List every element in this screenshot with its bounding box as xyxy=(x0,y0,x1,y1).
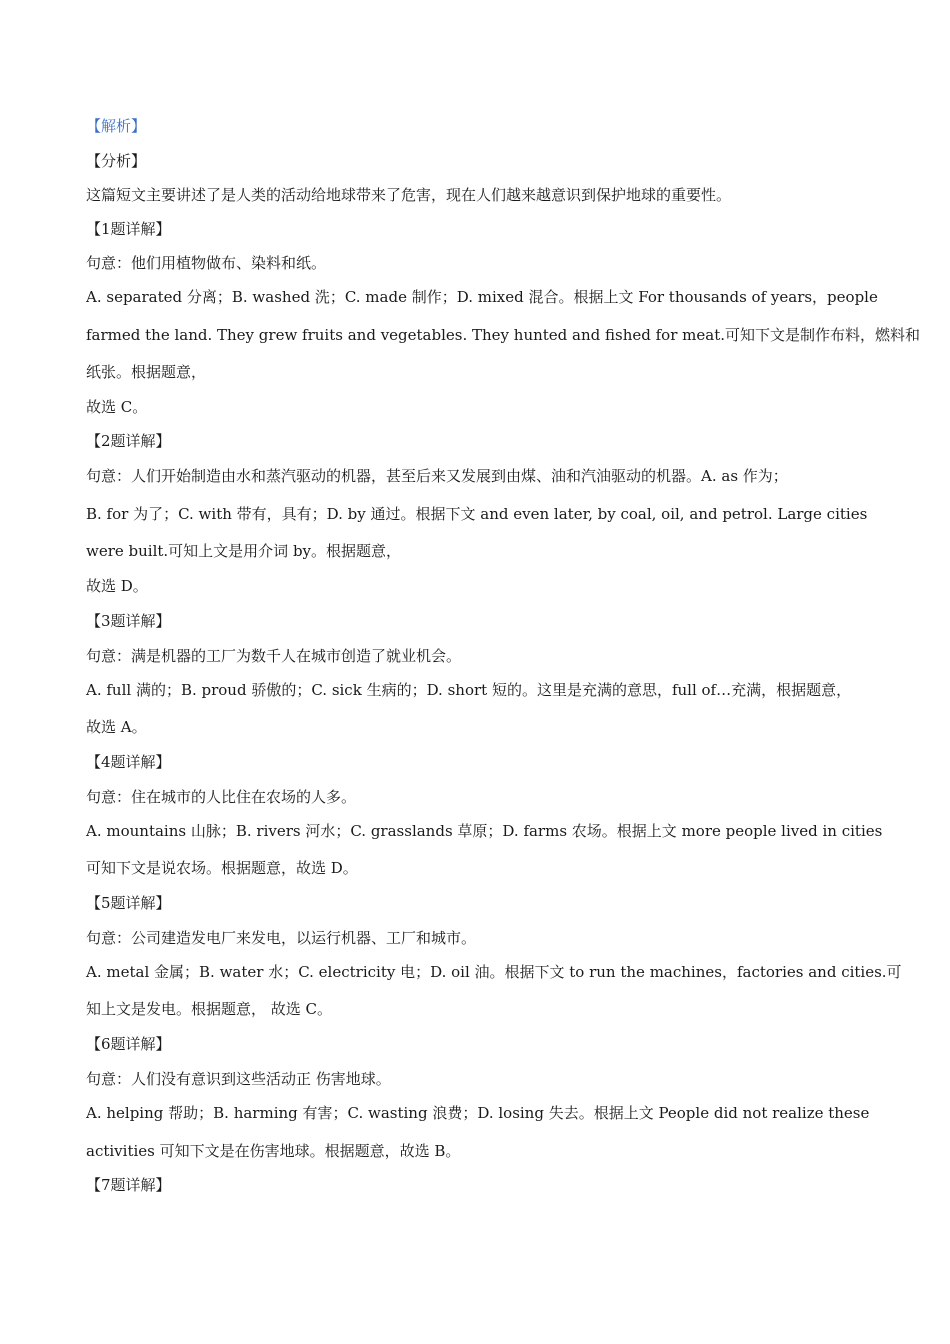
q1-answer: 故选 C。 xyxy=(86,398,148,416)
q2-label: 【2题详解】 xyxy=(86,432,171,450)
q3-label: 【3题详解】 xyxy=(86,612,171,630)
q3-sentence: 句意：满是机器的工厂为数千人在城市创造了就业机会。 xyxy=(86,647,462,665)
q6-label: 【6题详解】 xyxy=(86,1035,171,1053)
q3-answer: 故选 A。 xyxy=(86,718,147,736)
analysis-label: 【分析】 xyxy=(86,152,147,170)
q1-line1: A. separated 分离；B. washed 洗；C. made 制作；D. mixed 混合。根据上文 For thousands of years，people xyxy=(86,288,878,306)
q5-line2: 知上文是发电。根据题意， 故选 C。 xyxy=(86,1000,333,1018)
q4-sentence: 句意：住在城市的人比住在农场的人多。 xyxy=(86,788,357,806)
q1-sentence: 句意：他们用植物做布、染料和纸。 xyxy=(86,254,327,272)
q2-answer: 故选 D。 xyxy=(86,577,148,595)
q1-line3: 纸张。根据题意， xyxy=(86,363,207,381)
q3-line1: A. full 满的；B. proud 骄傲的；C. sick 生病的；D. short 短的。这里是充满的意思，full of…充满，根据题意， xyxy=(86,681,852,699)
analysis-text: 这篇短文主要讲述了是人类的活动给地球带来了危害，现在人们越来越意识到保护地球的重要性。 xyxy=(86,186,732,204)
q1-line2: farmed the land. They grew fruits and vegetables. They hunted and fished for meat.可知下文是制作布料，燃料和 xyxy=(86,326,920,344)
q4-line1: A. mountains 山脉；B. rivers 河水；C. grasslands 草原；D. farms 农场。根据上文 more people lived in cities xyxy=(86,822,883,840)
q4-line2: 可知下文是说农场。根据题意，故选 D。 xyxy=(86,859,358,877)
q6-line1: A. helping 帮助；B. harming 有害；C. wasting 浪费；D. losing 失去。根据上文 People did not realize these xyxy=(86,1104,870,1122)
solution-heading: 【解析】 xyxy=(86,117,147,135)
q5-label: 【5题详解】 xyxy=(86,894,171,912)
q6-line2: activities 可知下文是在伤害地球。根据题意，故选 B。 xyxy=(86,1142,461,1160)
q2-line1: B. for 为了；C. with 带有，具有；D. by 通过。根据下文 and even later, by coal, oil, and petrol. Large cities xyxy=(86,505,868,523)
q5-sentence: 句意：公司建造发电厂来发电，以运行机器、工厂和城市。 xyxy=(86,929,477,947)
q4-label: 【4题详解】 xyxy=(86,753,171,771)
q6-sentence: 句意：人们没有意识到这些活动正 伤害地球。 xyxy=(86,1070,391,1088)
q5-line1: A. metal 金属；B. water 水；C. electricity 电；D. oil 油。根据下文 to run the machines，factories and cities.可 xyxy=(86,963,902,981)
q7-label: 【7题详解】 xyxy=(86,1176,171,1194)
q1-label: 【1题详解】 xyxy=(86,220,171,238)
q2-sentence: 句意：人们开始制造由水和蒸汽驱动的机器，甚至后来又发展到由煤、油和汽油驱动的机器。A. as 作为； xyxy=(86,467,788,485)
q2-line2: were built.可知上文是用介词 by。根据题意， xyxy=(86,542,402,560)
